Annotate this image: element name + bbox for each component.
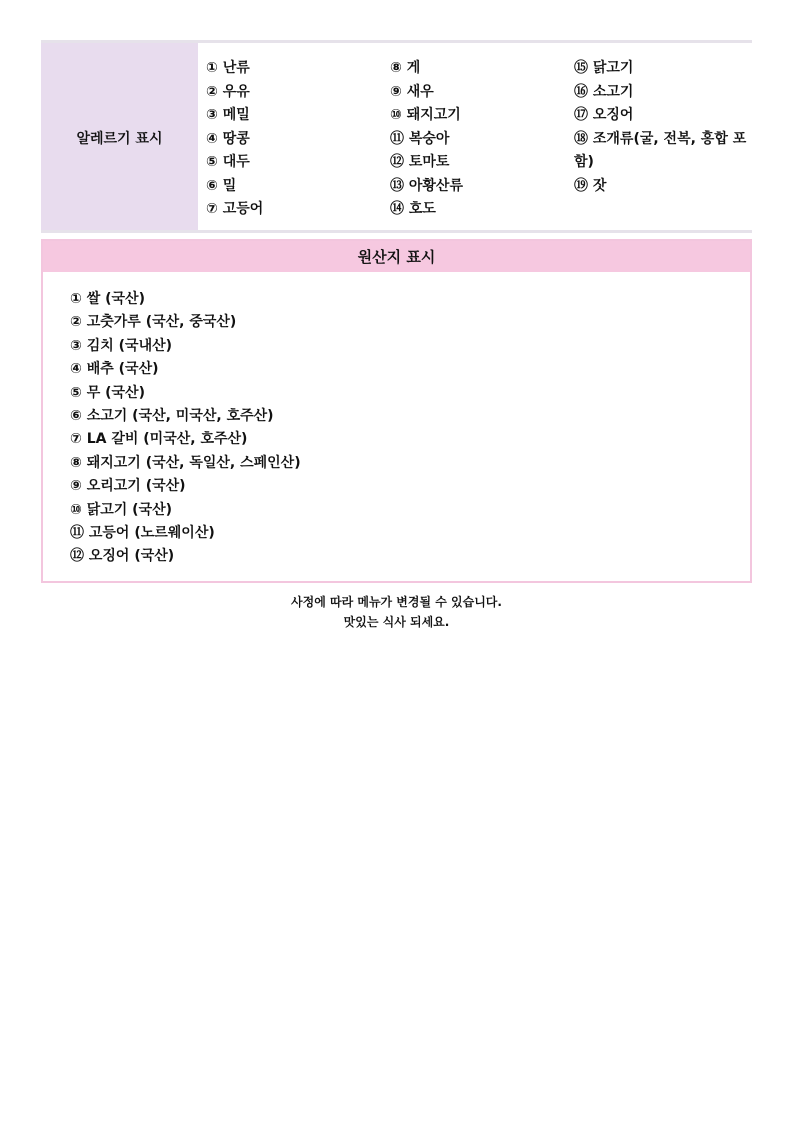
allergy-item: ② 우유 <box>206 83 250 100</box>
enjoy-meal-message: 맛있는 식사 되세요. <box>343 615 450 629</box>
allergy-item: ⑯ 소고기 <box>574 83 634 100</box>
allergy-label: 알레르기 표시 <box>41 43 198 230</box>
allergy-item: ⑤ 대두 <box>206 154 250 170</box>
allergy-item: ⑨ 새우 <box>390 83 434 100</box>
allergy-grid <box>198 43 752 230</box>
allergy-table <box>41 40 752 233</box>
allergy-column-2 <box>390 57 574 230</box>
origin-item: ③ 김치 (국내산) <box>70 337 173 354</box>
allergy-item: ⑥ 밀 <box>206 177 237 194</box>
allergy-item: ⑮ 닭고기 <box>574 60 634 76</box>
allergy-item: ⑦ 고등어 <box>206 201 264 217</box>
origin-item: ⑥ 소고기 (국산, 미국산, 호주산) <box>70 408 274 425</box>
allergy-column-1 <box>206 57 390 230</box>
origin-item: ⑧ 돼지고기 (국산, 독일산, 스페인산) <box>70 454 301 471</box>
allergy-item: ⑬ 아황산류 <box>390 177 463 194</box>
allergy-item: ⑫ 토마토 <box>390 154 450 170</box>
origin-item: ① 쌀 (국산) <box>70 291 145 307</box>
origin-list <box>43 272 750 569</box>
allergy-item: ① 난류 <box>206 60 250 76</box>
origin-item: ④ 배추 (국산) <box>70 361 159 378</box>
origin-item: ② 고춧가루 (국산, 중국산) <box>70 314 237 331</box>
origin-item: ⑩ 닭고기 (국산) <box>70 501 173 518</box>
allergy-item: ⑱ 조개류(굴, 전복, 홍합 포함) <box>574 130 747 170</box>
allergy-item: ⑧ 게 <box>390 60 421 76</box>
origin-item: ⑦ LA 갈비 (미국산, 호주산) <box>70 431 248 448</box>
allergy-item: ⑲ 잣 <box>574 177 607 194</box>
allergy-item: ⑰ 오징어 <box>574 107 634 123</box>
allergy-item: ⑩ 돼지고기 <box>390 107 461 123</box>
footer-notes <box>0 592 793 632</box>
origin-item: ⑫ 오징어 (국산) <box>70 548 175 565</box>
origin-item: ⑪ 고등어 (노르웨이산) <box>70 525 215 542</box>
menu-change-notice: 사정에 따라 메뉴가 변경될 수 있습니다. <box>291 595 502 609</box>
origin-title: 원산지 표시 <box>43 241 750 272</box>
allergy-column-3 <box>574 57 752 230</box>
allergy-item: ③ 메밀 <box>206 107 250 123</box>
allergy-item: ④ 땅콩 <box>206 130 250 147</box>
allergy-item: ⑭ 호도 <box>390 201 436 217</box>
origin-item: ⑨ 오리고기 (국산) <box>70 478 186 495</box>
origin-item: ⑤ 무 (국산) <box>70 384 145 401</box>
allergy-item: ⑪ 복숭아 <box>390 130 450 147</box>
origin-table <box>41 239 752 583</box>
